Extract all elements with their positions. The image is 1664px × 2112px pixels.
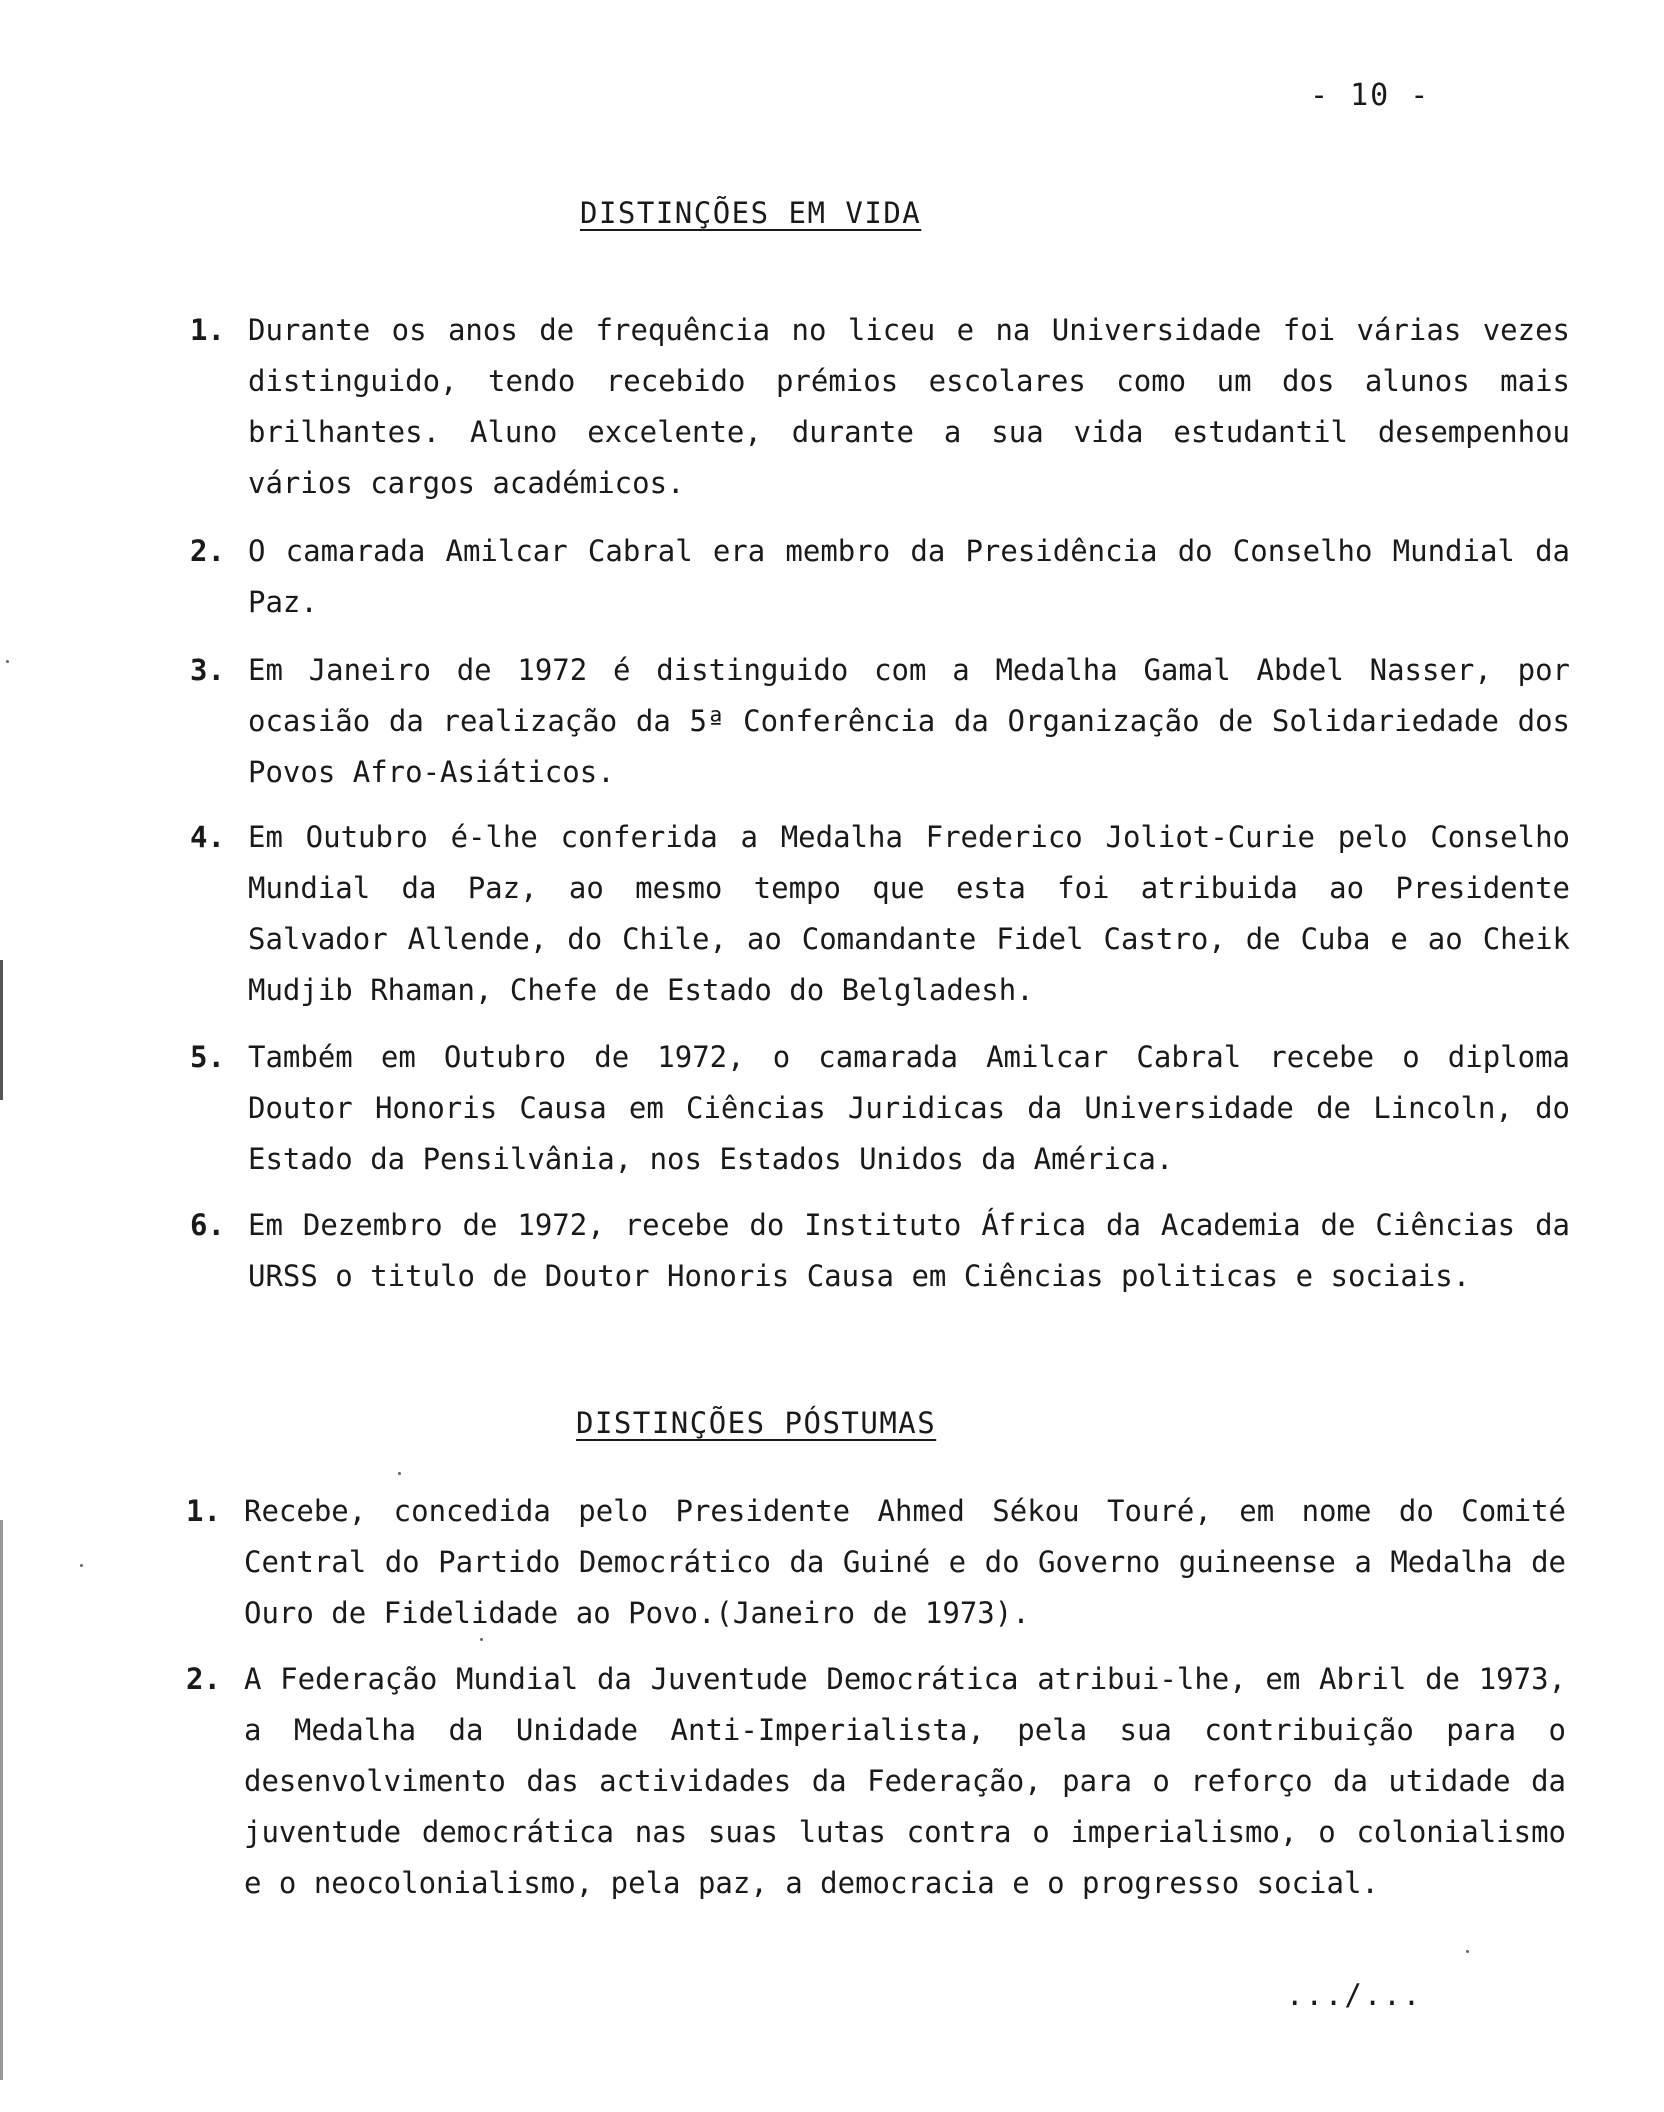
scan-speck (480, 1638, 483, 1641)
scan-speck (398, 1472, 401, 1475)
item-number: 4. (190, 820, 225, 854)
item-number: 5. (190, 1040, 225, 1074)
item-number: 2. (190, 534, 225, 568)
item-text: Recebe, concedida pelo Presidente Ahmed Sékou Touré, em nome do Comité Central do Partido Democrático da Guiné e do Governo guineense a Medalha de Ouro de Fidelidade ao Povo.(Janeiro de 1973). (244, 1494, 1566, 1630)
scan-speck (80, 1564, 83, 1567)
item-text: Em Dezembro de 1972, recebe do Instituto África da Academia de Ciências da URSS o titulo de Doutor Honoris Causa em Ciências politicas e sociais. (248, 1208, 1570, 1293)
item-text: Em Outubro é-lhe conferida a Medalha Frederico Joliot-Curie pelo Conselho Mundial da Paz, ao mesmo tempo que esta foi atribuida ao Presidente Salvador Allende, do Chile, ao Comandante Fidel Castro, de Cuba e ao Cheik Mudjib Rhaman, Chefe de Estado do Belgladesh. (248, 820, 1570, 1007)
page-number: - 10 - (1310, 78, 1431, 113)
list-item (186, 1486, 1566, 1639)
item-text: Em Janeiro de 1972 é distinguido com a Medalha Gamal Abdel Nasser, por ocasião da realização da 5ª Conferência da Organização de Solidariedade dos Povos Afro-Asiáticos. (248, 653, 1570, 789)
list-item (190, 645, 1570, 798)
scan-edge-mark (0, 1520, 3, 2080)
list-item (190, 812, 1570, 1016)
item-number: 1. (186, 1494, 221, 1528)
item-number: 3. (190, 653, 225, 687)
item-number: 6. (190, 1208, 225, 1242)
section-title-in-life: DISTINÇÕES EM VIDA (580, 196, 922, 230)
scan-speck (6, 660, 9, 663)
list-item (190, 526, 1570, 628)
item-text: A Federação Mundial da Juventude Democrática atribui-lhe, em Abril de 1973, a Medalha da Unidade Anti-Imperialista, pela sua contribuição para o desenvolvimento das actividades da Federação, para o reforço da utidade da juventude democrática nas suas lutas contra o imperialismo, o colonialismo e o neocolonialismo, pela paz, a democracia e o progresso social. (244, 1662, 1566, 1900)
list-item (190, 1032, 1570, 1185)
list-item (186, 1654, 1566, 1909)
item-number: 2. (186, 1662, 221, 1696)
item-text: Também em Outubro de 1972, o camarada Amilcar Cabral recebe o diploma Doutor Honoris Causa em Ciências Juridicas da Universidade de Lincoln, do Estado da Pensilvânia, nos Estados Unidos da América. (248, 1040, 1570, 1176)
item-number: 1. (190, 313, 225, 347)
scan-speck (1466, 1950, 1469, 1953)
item-text: O camarada Amilcar Cabral era membro da Presidência do Conselho Mundial da Paz. (248, 534, 1570, 619)
list-item (190, 1200, 1570, 1302)
scan-edge-mark (0, 960, 3, 1100)
continuation-mark: .../... (1286, 1978, 1423, 2012)
list-item (190, 305, 1570, 509)
item-text: Durante os anos de frequência no liceu e na Universidade foi várias vezes distinguido, tendo recebido prémios escolares como um dos alunos mais brilhantes. Aluno excelente, durante a sua vida estudantil desempenhou vários cargos académicos. (248, 313, 1570, 500)
section-title-posthumous: DISTINÇÕES PÓSTUMAS (576, 1406, 937, 1440)
